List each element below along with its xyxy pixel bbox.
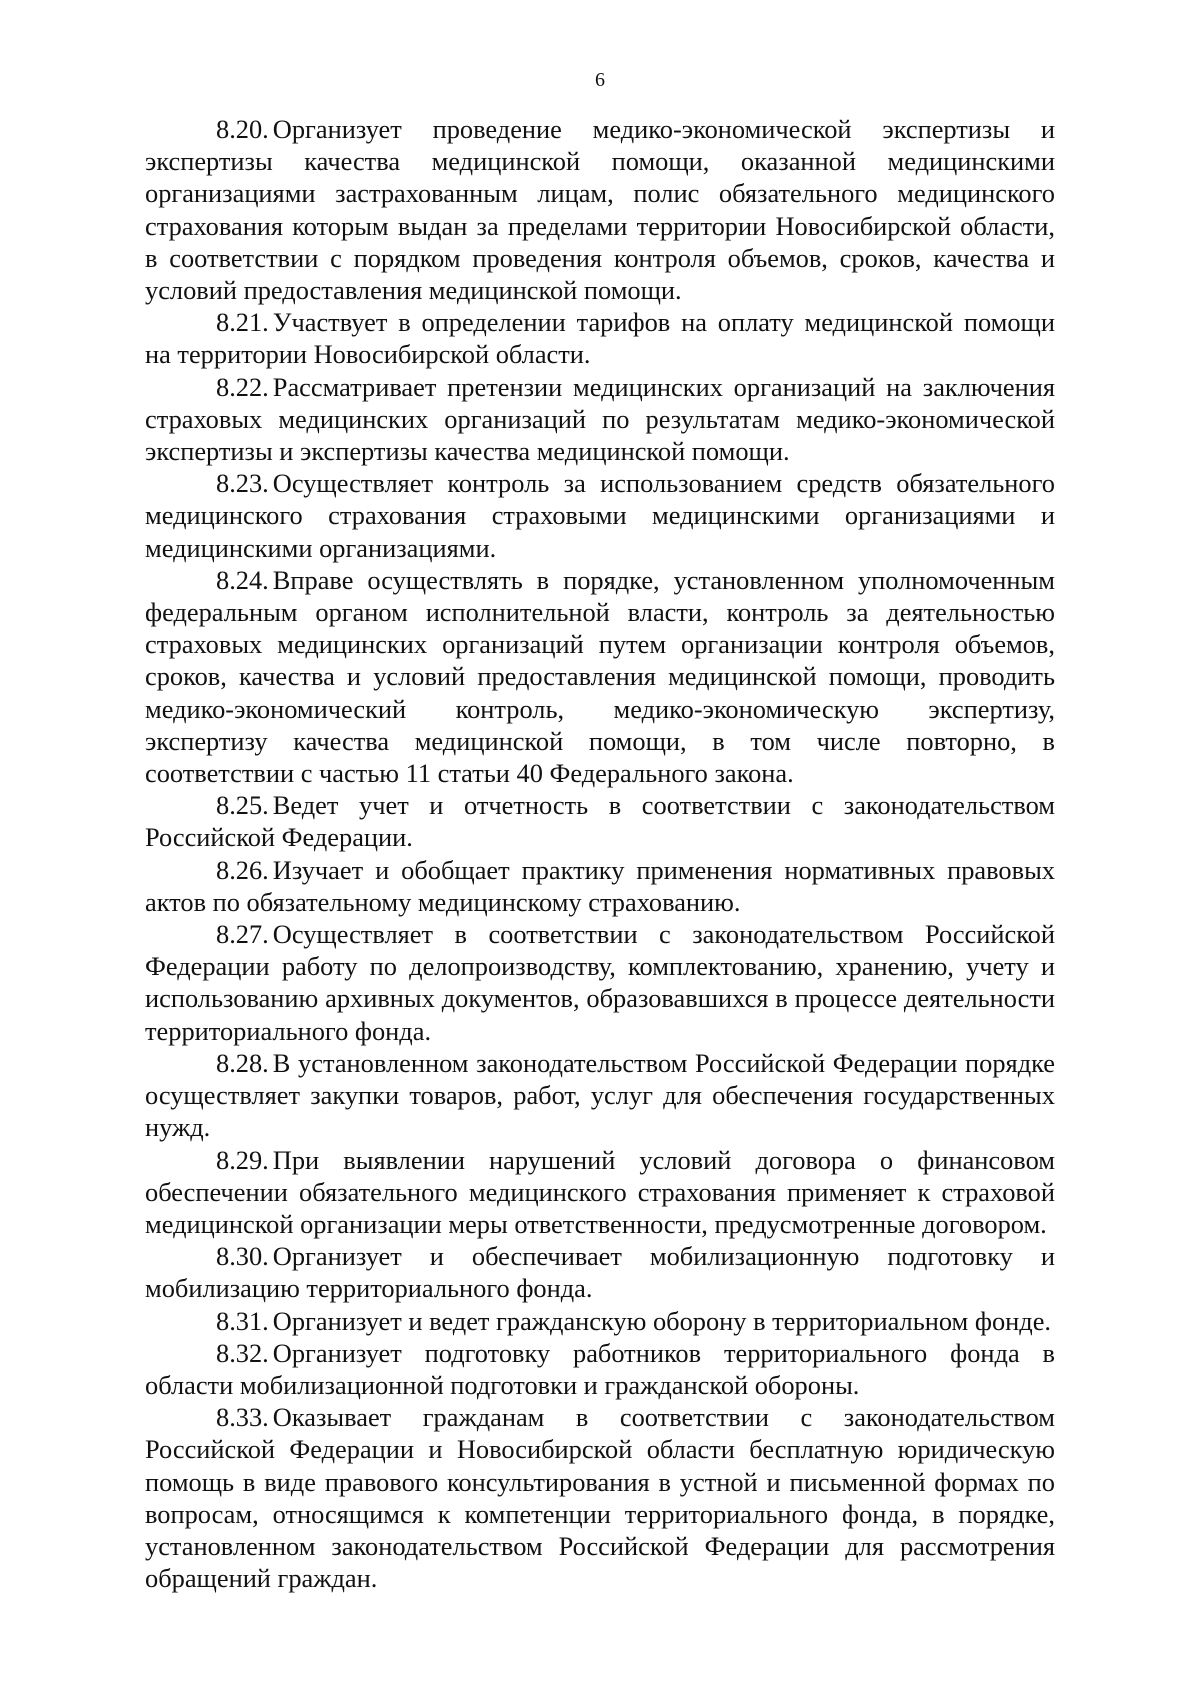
paragraph-text: Оказывает гражданам в соответствии с законодательством Российской Федерации и Новосибирской области бесплатную юридическую помощь в виде правового консультирования в устной и письменной формах по вопросам, относящимся к компетенции территориального фонда, в порядке, установленном законодательством Российской Федерации для рассмотрения обращений граждан. (145, 1402, 1055, 1594)
paragraph-text: Рассматривает претензии медицинских организаций на заключения страховых медицинских организаций по результатам медико-экономической экспертизы и экспертизы качества медицинской помощи. (145, 371, 1055, 467)
paragraph-number: 8.20. (216, 114, 269, 144)
paragraph-text: При выявлении нарушений условий договора о финансовом обеспечении обязательного медицинского страхования применяет к страховой медицинской организации меры ответственности, предусмотренные договором. (145, 1144, 1055, 1239)
paragraph-text: Осуществляет контроль за использованием средств обязательного медицинского страхования страховыми медицинскими организациями и медицинскими организациями. (145, 468, 1055, 563)
paragraph-8-20 (145, 113, 1055, 306)
paragraph-number: 8.33. (216, 1402, 269, 1433)
paragraph-number: 8.25. (216, 790, 269, 821)
paragraph-number: 8.30. (216, 1241, 269, 1272)
paragraph-8-33 (145, 1401, 1055, 1594)
paragraph-text: Организует проведение медико-экономической экспертизы и экспертизы качества медицинской помощи, оказанной медицинскими организациями застрахованным лицам, полис обязательного медицинского страхования которым выдан за пределами территории Новосибирской области, в соответствии с порядком проведения контроля объемов, сроков, качества и условий предоставления медицинской помощи. (145, 114, 1055, 306)
paragraph-number: 8.23. (216, 468, 269, 499)
paragraph-text: Организует подготовку работников территориального фонда в области мобилизационной подготовки и гражданской обороны. (145, 1337, 1055, 1400)
paragraph-number: 8.29. (216, 1144, 269, 1175)
paragraph-text: Вправе осуществлять в порядке, установленном уполномоченным федеральным органом исполнительной власти, контроль за деятельностью страховых медицинских организаций путем организации контроля объемов, сроков, качества и условий предоставления медицинской помощи, проводить медико-экономический контроль, медико-экономическую экспертизу, экспертизу качества медицинской помощи, в том числе повторно, в соответствии с частью 11 статьи 40 Федерального закона. (145, 564, 1055, 789)
page-number: 6 (595, 69, 605, 91)
paragraph-text: Организует и обеспечивает мобилизационную подготовку и мобилизацию территориального фонда. (145, 1241, 1055, 1304)
paragraph-8-23 (145, 467, 1055, 564)
paragraph-8-26 (145, 854, 1055, 918)
paragraph-8-24 (145, 564, 1055, 789)
document-body (145, 113, 1055, 1594)
paragraph-8-25 (145, 789, 1055, 853)
paragraph-number: 8.27. (216, 919, 269, 950)
paragraph-number: 8.24. (216, 564, 269, 595)
paragraph-text: Участвует в определении тарифов на оплату медицинской помощи на территории Новосибирской области. (145, 307, 1055, 370)
paragraph-number: 8.28. (216, 1047, 269, 1078)
paragraph-8-22 (145, 371, 1055, 468)
paragraph-number: 8.31. (216, 1305, 269, 1336)
paragraph-text: Изучает и обобщает практику применения нормативных правовых актов по обязательному медицинскому страхованию. (145, 854, 1055, 917)
paragraph-8-30 (145, 1240, 1055, 1304)
paragraph-8-21 (145, 306, 1055, 370)
paragraph-text: В установленном законодательством Российской Федерации порядке осуществляет закупки товаров, работ, услуг для обеспечения государственных нужд. (145, 1047, 1055, 1143)
paragraph-number: 8.21. (216, 307, 269, 338)
paragraph-number: 8.26. (216, 854, 269, 885)
paragraph-8-29 (145, 1144, 1055, 1241)
paragraph-text: Ведет учет и отчетность в соответствии с законодательством Российской Федерации. (145, 790, 1055, 853)
paragraph-8-32 (145, 1337, 1055, 1401)
paragraph-8-27 (145, 918, 1055, 1047)
paragraph-8-31 (145, 1305, 1055, 1337)
paragraph-number: 8.22. (216, 371, 269, 402)
paragraph-text: Организует и ведет гражданскую оборону в территориальном фонде. (272, 1305, 1052, 1336)
paragraph-number: 8.32. (216, 1337, 269, 1368)
paragraph-8-28 (145, 1047, 1055, 1144)
paragraph-text: Осуществляет в соответствии с законодательством Российской Федерации работу по делопроизводству, комплектованию, хранению, учету и использованию архивных документов, образовавшихся в процессе деятельности территориального фонда. (145, 919, 1055, 1046)
